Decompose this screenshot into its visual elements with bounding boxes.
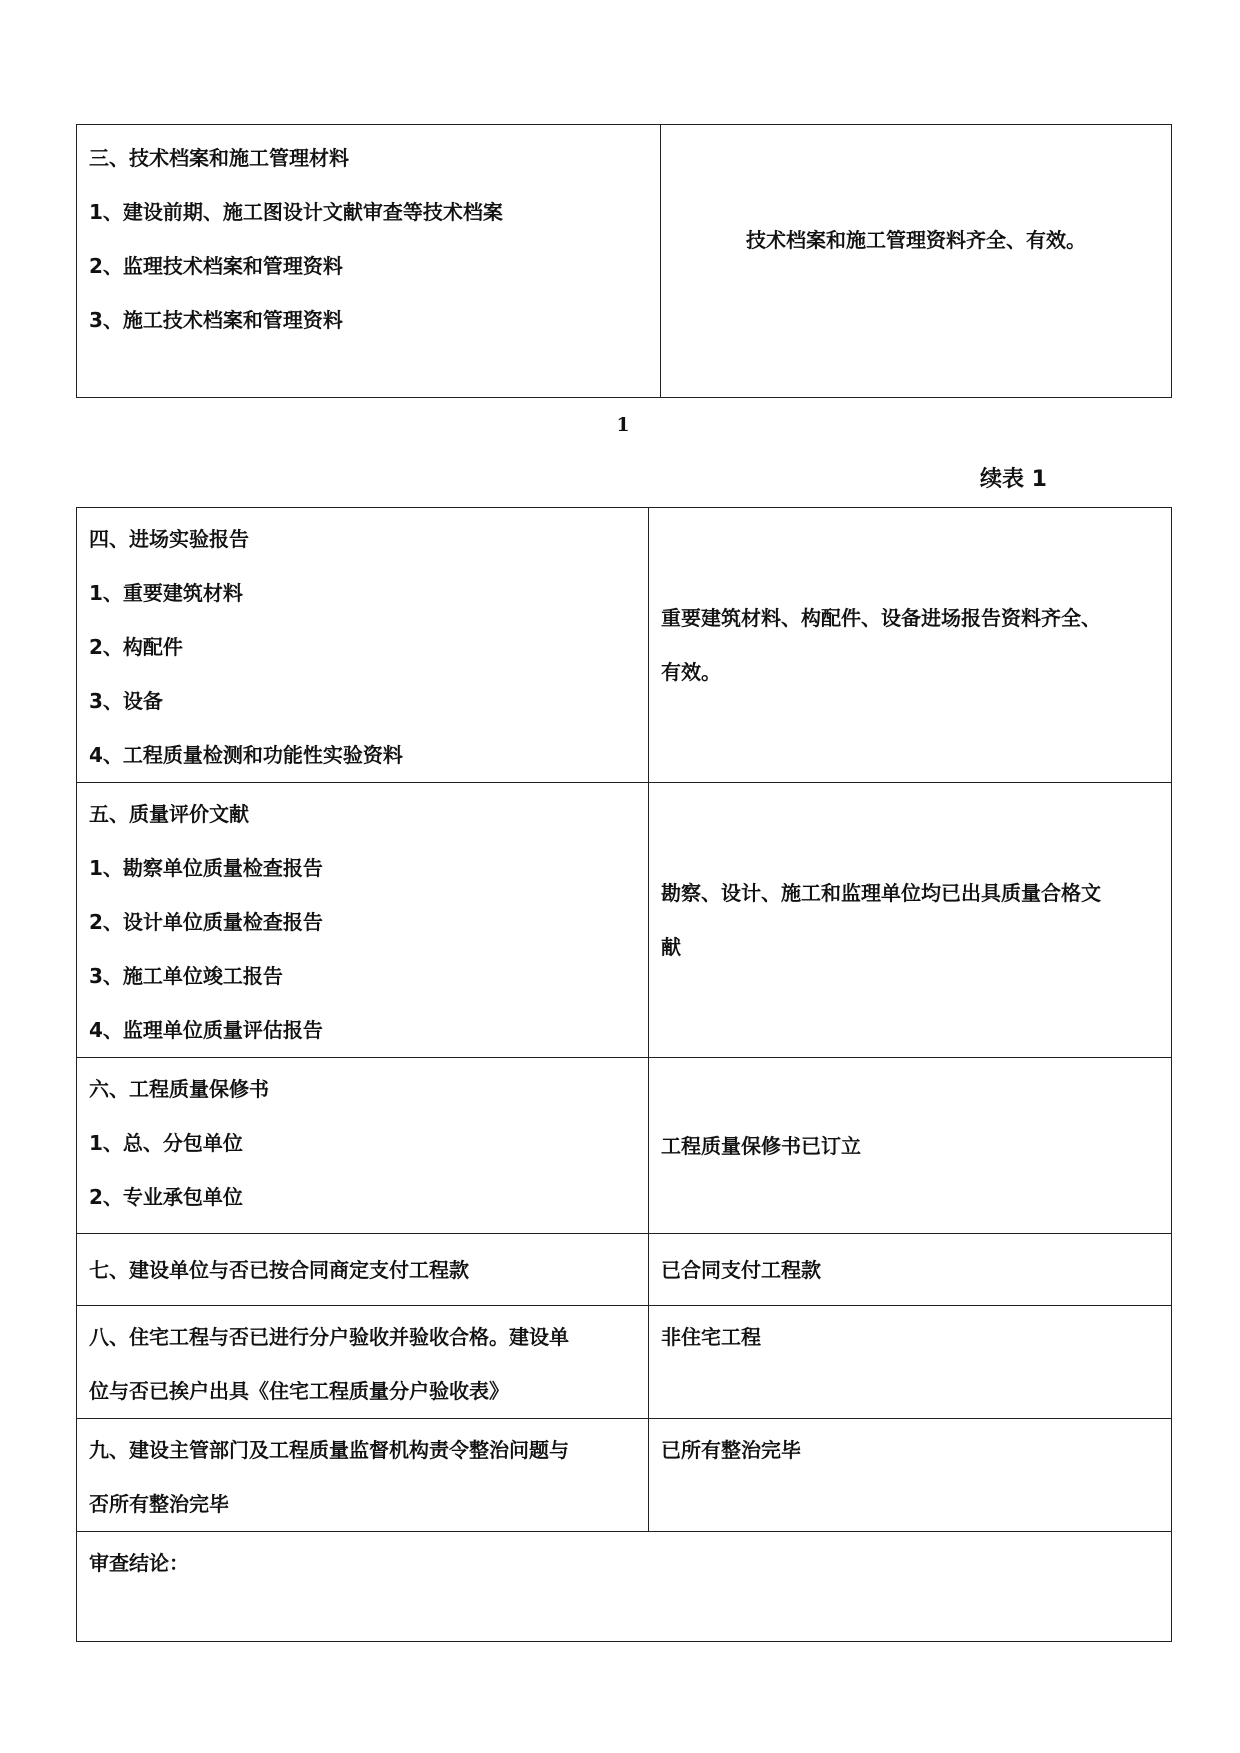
section8-item-cell	[77, 1306, 649, 1419]
table-row	[77, 125, 1172, 398]
conclusion-cell	[77, 1532, 1172, 1642]
continued-table-label: 续表 1	[980, 467, 1047, 492]
section3-result-cell	[661, 125, 1172, 398]
section7-item-cell	[77, 1234, 649, 1306]
section8-line-2: 位与否已挨户出具《住宅工程质量分户验收表》	[89, 1379, 509, 1403]
section4-result-cell	[649, 508, 1172, 783]
section5-item-1: 1、勘察单位质量检查报告	[89, 856, 323, 880]
section7-result-text: 已合同支付工程款	[661, 1257, 821, 1282]
section3-item-3: 3、施工技术档案和管理资料	[89, 308, 343, 332]
section9-line-2: 否所有整治完毕	[89, 1492, 229, 1516]
section5-result-cell	[649, 783, 1172, 1058]
table-row	[77, 1306, 1172, 1419]
section4-item-2: 2、构配件	[89, 635, 183, 659]
section5-result-line-1: 勘察、设计、施工和监理单位均已出具质量合格文	[661, 881, 1101, 905]
section6-items-cell	[77, 1058, 649, 1234]
section5-heading: 五、质量评价文献	[89, 802, 249, 826]
section9-item-cell	[77, 1419, 649, 1532]
section6-heading: 六、工程质量保修书	[89, 1077, 269, 1101]
section5-items-cell	[77, 783, 649, 1058]
section6-item-2: 2、专业承包单位	[89, 1185, 243, 1209]
section8-result-text: 非住宅工程	[661, 1325, 761, 1349]
section4-item-4: 4、工程质量检测和功能性实验资料	[89, 743, 403, 767]
section4-item-1: 1、重要建筑材料	[89, 581, 243, 605]
section5-item-3: 3、施工单位竣工报告	[89, 964, 283, 988]
section9-result-text: 已所有整治完毕	[661, 1438, 801, 1462]
section9-result-cell	[649, 1419, 1172, 1532]
table-row	[77, 1058, 1172, 1234]
section3-result-text: 技术档案和施工管理资料齐全、有效。	[746, 228, 1086, 252]
section4-items-cell	[77, 508, 649, 783]
section7-text: 七、建设单位与否已按合同商定支付工程款	[89, 1257, 469, 1282]
section6-item-1: 1、总、分包单位	[89, 1131, 243, 1155]
section6-result-cell	[649, 1058, 1172, 1234]
table-row	[77, 1234, 1172, 1306]
section3-items-cell	[77, 125, 661, 398]
section4-result-line-2: 有效。	[661, 660, 721, 684]
section7-result-cell	[649, 1234, 1172, 1306]
section5-item-2: 2、设计单位质量检查报告	[89, 910, 323, 934]
table-row	[77, 783, 1172, 1058]
table-row	[77, 1532, 1172, 1642]
section5-item-4: 4、监理单位质量评估报告	[89, 1018, 323, 1042]
section9-line-1: 九、建设主管部门及工程质量监督机构责令整治问题与	[89, 1438, 569, 1462]
section4-item-3: 3、设备	[89, 689, 163, 713]
section3-item-2: 2、监理技术档案和管理资料	[89, 254, 343, 278]
section8-line-1: 八、住宅工程与否已进行分户验收并验收合格。建设单	[89, 1325, 569, 1349]
section4-result-line-1: 重要建筑材料、构配件、设备进场报告资料齐全、	[661, 606, 1101, 630]
section4-heading: 四、进场实验报告	[89, 527, 249, 551]
page-number: 1	[616, 414, 630, 436]
continued-review-table	[76, 507, 1172, 1642]
section6-result-text: 工程质量保修书已订立	[661, 1133, 861, 1158]
table-row	[77, 508, 1172, 783]
section5-result-line-2: 献	[661, 935, 681, 959]
table-row	[77, 1419, 1172, 1532]
section3-heading: 三、技术档案和施工管理材料	[89, 146, 349, 170]
technical-archives-table	[76, 124, 1172, 398]
section8-result-cell	[649, 1306, 1172, 1419]
conclusion-label: 审查结论：	[89, 1551, 189, 1575]
section3-item-1: 1、建设前期、施工图设计文献审查等技术档案	[89, 200, 503, 224]
